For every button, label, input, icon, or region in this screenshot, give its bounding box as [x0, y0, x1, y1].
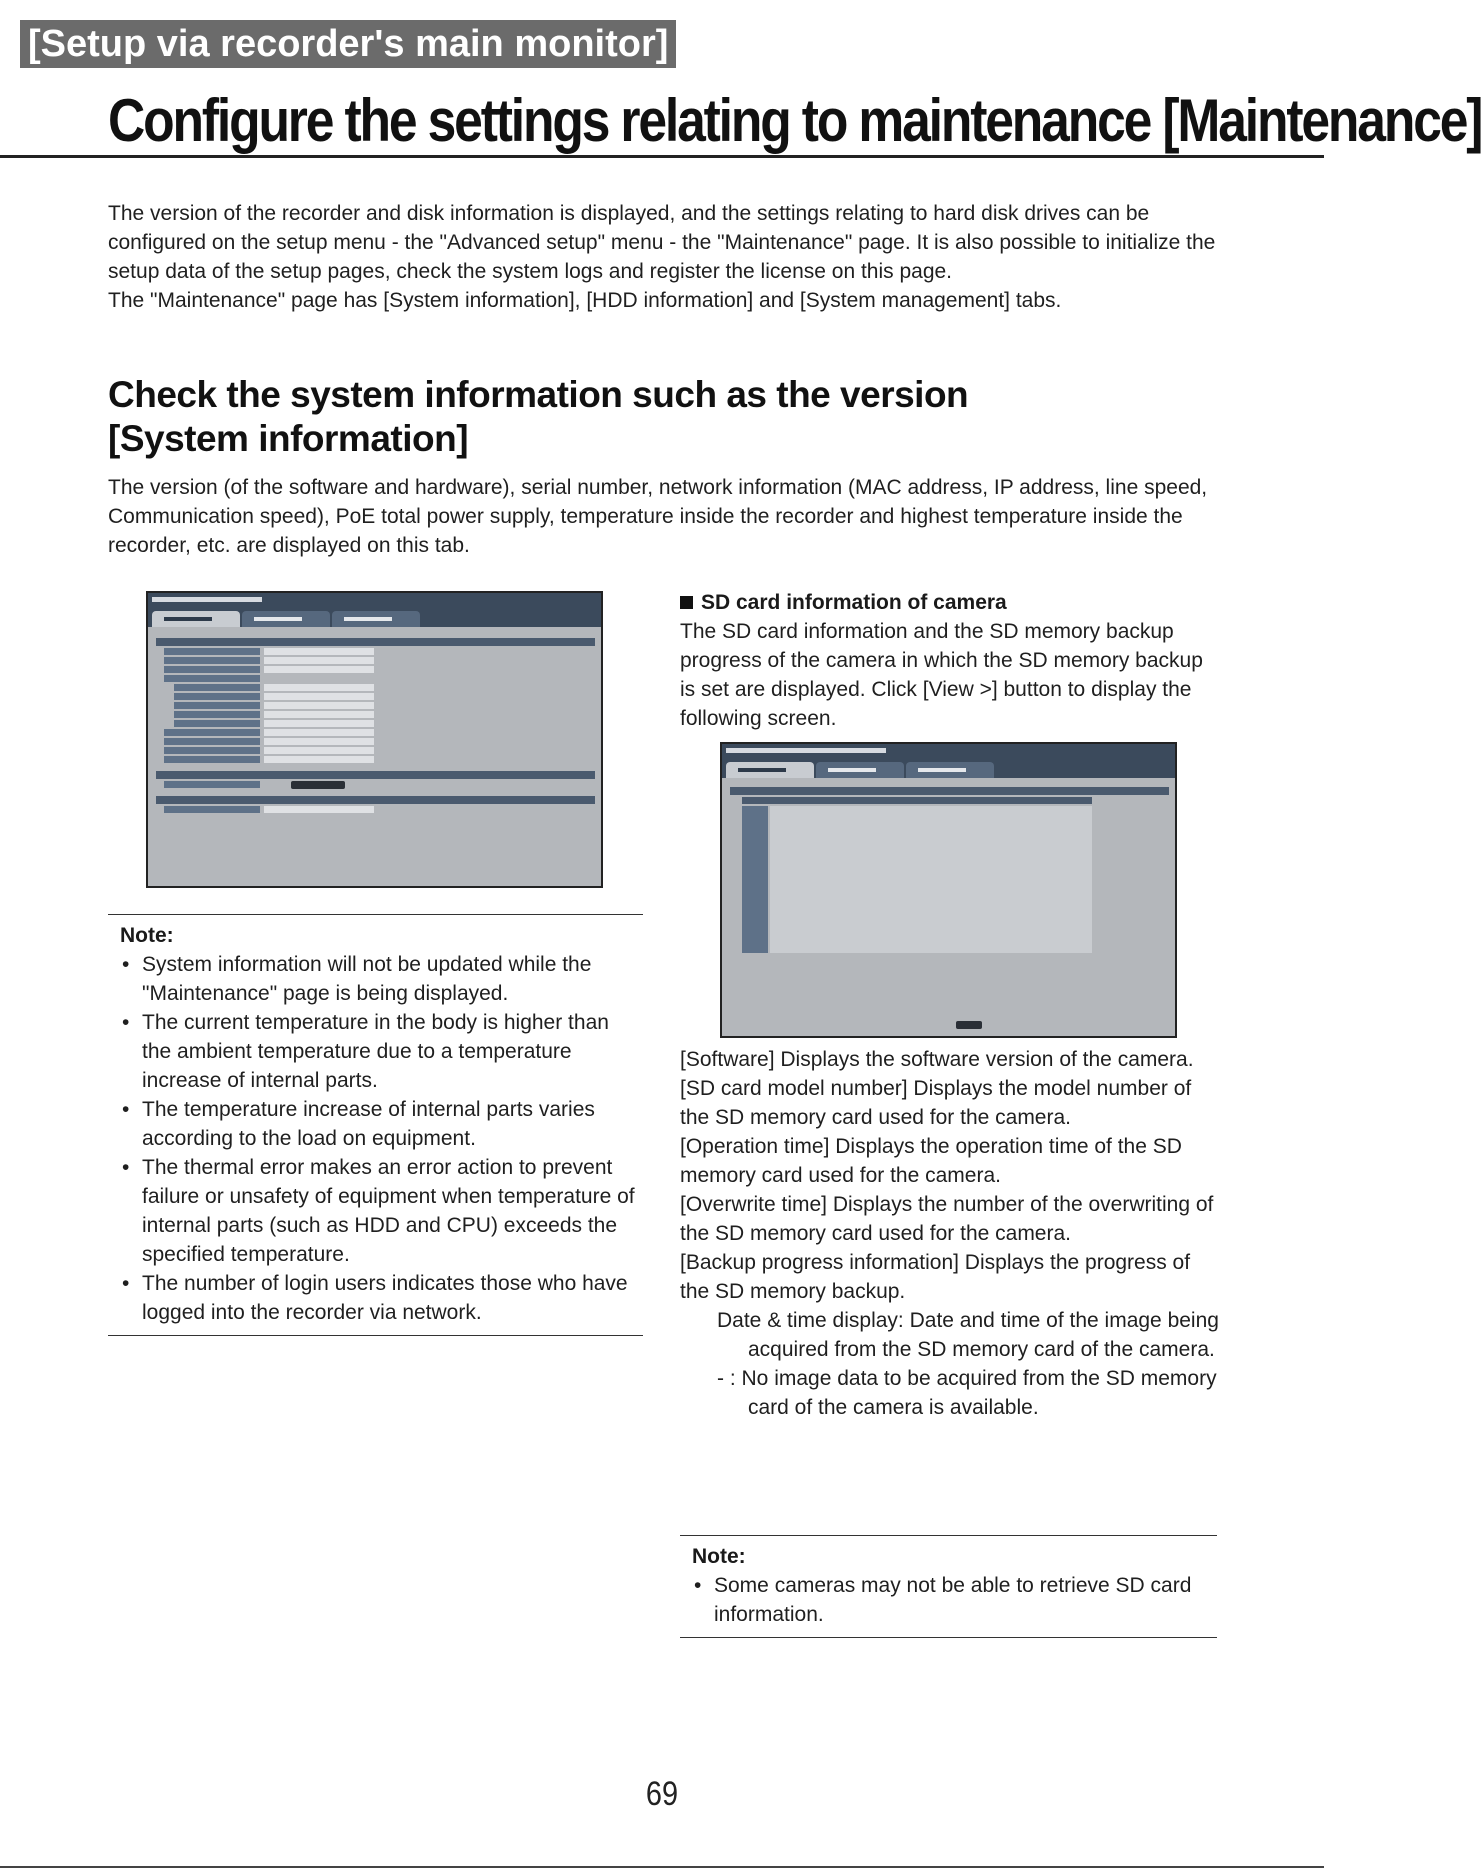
note-right: [680, 1535, 1217, 1638]
note-left: [108, 914, 643, 1336]
bottom-divider: [0, 1866, 1324, 1868]
system-information-description: The version (of the software and hardware), serial number, network information (MAC address, IP address, line speed, Communication speed), PoE total power supply, temperature inside the recorder and highest temperature inside the recorder, etc. are displayed on this tab.: [108, 476, 1208, 557]
screenshot-breadcrumb-bar: [148, 593, 601, 607]
intro-paragraph-2: The "Maintenance" page has [System information], [HDD information] and [System management] tabs.: [108, 289, 1062, 312]
page-number: 69: [645, 1775, 679, 1813]
screenshot-section-bar: [730, 787, 1169, 795]
screenshot-back-button: [956, 1021, 982, 1029]
note-right-list: [692, 1571, 1217, 1629]
intro-text: [108, 199, 1228, 315]
screenshot-table-index-column: [742, 806, 768, 953]
definition-sd-card-model-number: [SD card model number] Displays the model number of the SD memory card used for the camera.: [680, 1077, 1192, 1129]
sd-card-definitions: [680, 1045, 1220, 1422]
screenshot-table-body: [770, 806, 1092, 953]
note-left-title: Note:: [120, 924, 174, 947]
sub-definition-dash: - : No image data to be acquired from the SD memory card of the camera is available.: [717, 1367, 1217, 1419]
screenshot-tab-bar: [148, 607, 601, 627]
note-left-item: • The thermal error makes an error action to prevent failure or unsafety of equipment when temperature of internal parts (such as HDD and CPU) exceeds the specified temperature.: [120, 1153, 643, 1269]
title-divider: [0, 155, 1324, 158]
sd-card-heading-text: SD card information of camera: [701, 591, 1007, 614]
sd-card-section: [680, 588, 1220, 733]
screenshot-tab-system-management: [332, 611, 420, 627]
note-left-item: • The temperature increase of internal parts varies according to the load on equipment.: [120, 1095, 643, 1153]
heading-line-1: Check the system information such as the version: [108, 374, 969, 415]
note-left-item: • The current temperature in the body is higher than the ambient temperature due to a temperature increase of internal parts.: [120, 1008, 643, 1095]
section-tag: [Setup via recorder's main monitor]: [20, 20, 676, 68]
sd-card-heading: [680, 588, 1220, 617]
screenshot-table-header: [742, 797, 1092, 804]
screenshot-tab-system-information: [152, 611, 240, 627]
heading-line-2: [System information]: [108, 418, 469, 459]
page-title: Configure the settings relating to maintenance [Maintenance]: [108, 87, 1481, 154]
definition-software: [Software] Displays the software version of the camera.: [680, 1048, 1194, 1071]
note-right-item: • Some cameras may not be able to retrieve SD card information.: [692, 1571, 1217, 1629]
screenshot-tab-bar: [722, 758, 1175, 778]
sd-card-information-screenshot: [720, 742, 1177, 1038]
intro-paragraph-1: The version of the recorder and disk information is displayed, and the settings relating to hard disk drives can be configured on the setup menu - the "Advanced setup" menu - the "Maintenance" page. It is also possible to initialize the setup data of the setup pages, check the system logs and register the license on this page.: [108, 202, 1216, 283]
note-left-item: • The number of login users indicates those who have logged into the recorder via network.: [120, 1269, 643, 1327]
note-left-list: [120, 950, 643, 1327]
screenshot-breadcrumb-bar: [722, 744, 1175, 758]
definition-operation-time: [Operation time] Displays the operation time of the SD memory card used for the camera.: [680, 1135, 1182, 1187]
screenshot-section-bar: [156, 638, 595, 646]
sd-card-description: The SD card information and the SD memory backup progress of the camera in which the SD memory backup is set are displayed. Click [View >] button to display the following screen.: [680, 620, 1203, 730]
system-information-screenshot: [146, 591, 603, 888]
note-right-title: Note:: [692, 1545, 746, 1568]
note-left-item: • System information will not be updated while the "Maintenance" page is being displayed.: [120, 950, 643, 1008]
system-information-heading: [108, 373, 968, 461]
sub-definition-date-time: Date & time display: Date and time of the image being acquired from the SD memory card of the camera.: [717, 1309, 1219, 1361]
definition-backup-progress: [Backup progress information] Displays the progress of the SD memory backup.: [680, 1251, 1191, 1303]
definition-overwrite-time: [Overwrite time] Displays the number of the overwriting of the SD memory card used for the camera.: [680, 1193, 1214, 1245]
screenshot-view-button: [291, 781, 345, 789]
square-bullet-icon: [680, 596, 693, 609]
screenshot-tab-hdd-information: [242, 611, 330, 627]
